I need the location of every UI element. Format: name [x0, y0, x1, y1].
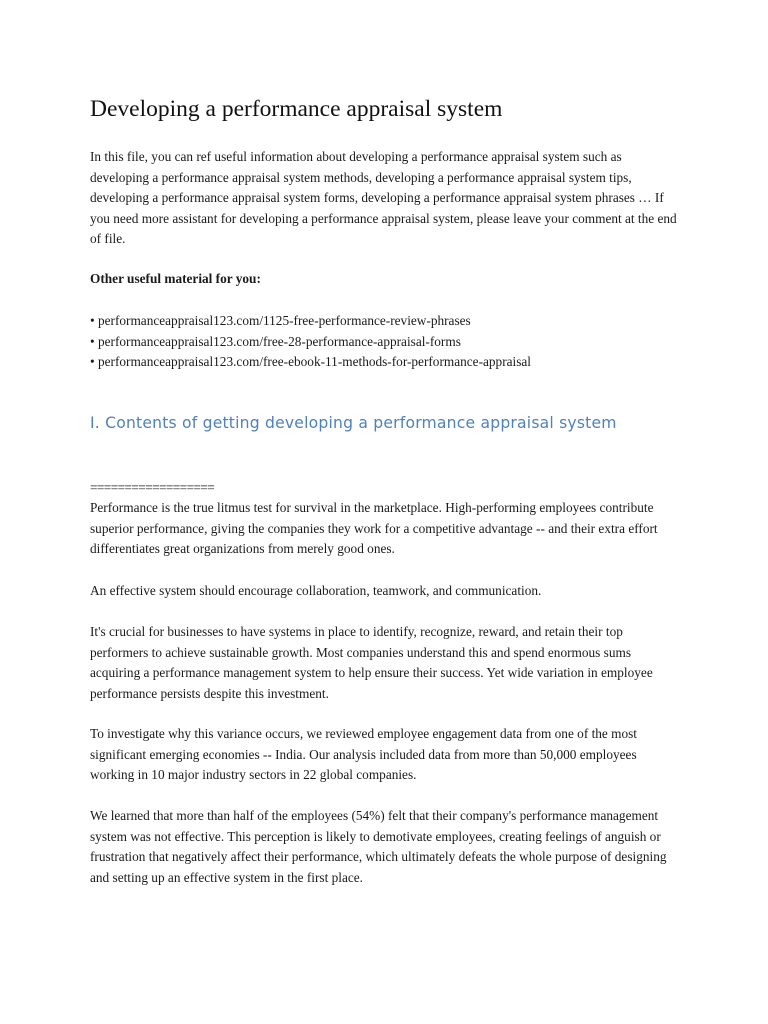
- material-link-appraisal-forms[interactable]: • performanceappraisal123.com/free-28-performance-appraisal-forms: [90, 333, 461, 349]
- separator-line: ==================: [90, 480, 215, 495]
- material-link-list: [90, 311, 531, 373]
- paragraph-businesses: It's crucial for businesses to have systems in place to identify, recognize, reward, and retain their top performers to achieve sustainable growth. Most companies understand this and spend enormous sums acquiring a performance management system to help ensure their success. Yet wide variation in employee performance persists despite this investment.: [90, 624, 653, 701]
- paragraph-effective-system: An effective system should encourage collaboration, teamwork, and communication.: [90, 583, 542, 598]
- intro-paragraph: In this file, you can ref useful information about developing a performance appraisal system such as developing a performance appraisal system methods, developing a performance appraisal system tips, developing a performance appraisal system forms, developing a performance appraisal system phrases … If you need more assistant for developing a performance appraisal system, please leave your comment at the end of file.: [90, 149, 677, 247]
- section-heading: I. Contents of getting developing a performance appraisal system: [90, 414, 617, 432]
- material-link-review-phrases[interactable]: • performanceappraisal123.com/1125-free-performance-review-phrases: [90, 313, 471, 328]
- material-heading: Other useful material for you:: [90, 271, 261, 286]
- paragraph-performance: Performance is the true litmus test for survival in the marketplace. High-performing employees contribute superior performance, giving the companies they work for a competitive advantage -- and their extra effort differentiates great organizations from merely good ones.: [90, 500, 658, 557]
- document-title: Developing a performance appraisal system: [90, 96, 503, 122]
- paragraph-findings: We learned that more than half of the employees (54%) felt that their company's performance management system was not effective. This perception is likely to demotivate employees, creating feelings of anguish or frustration that negatively affect their performance, which ultimately defeats the whole purpose of designing and setting up an effective system in the first place.: [90, 808, 667, 885]
- material-link-ebook-methods[interactable]: • performanceappraisal123.com/free-ebook-11-methods-for-performance-appraisal: [90, 354, 532, 370]
- paragraph-investigation: To investigate why this variance occurs, we reviewed employee engagement data from one of the most significant emerging economies -- India. Our analysis included data from more than 50,000 employees working in 10 major industry sectors in 22 global companies.: [90, 726, 638, 783]
